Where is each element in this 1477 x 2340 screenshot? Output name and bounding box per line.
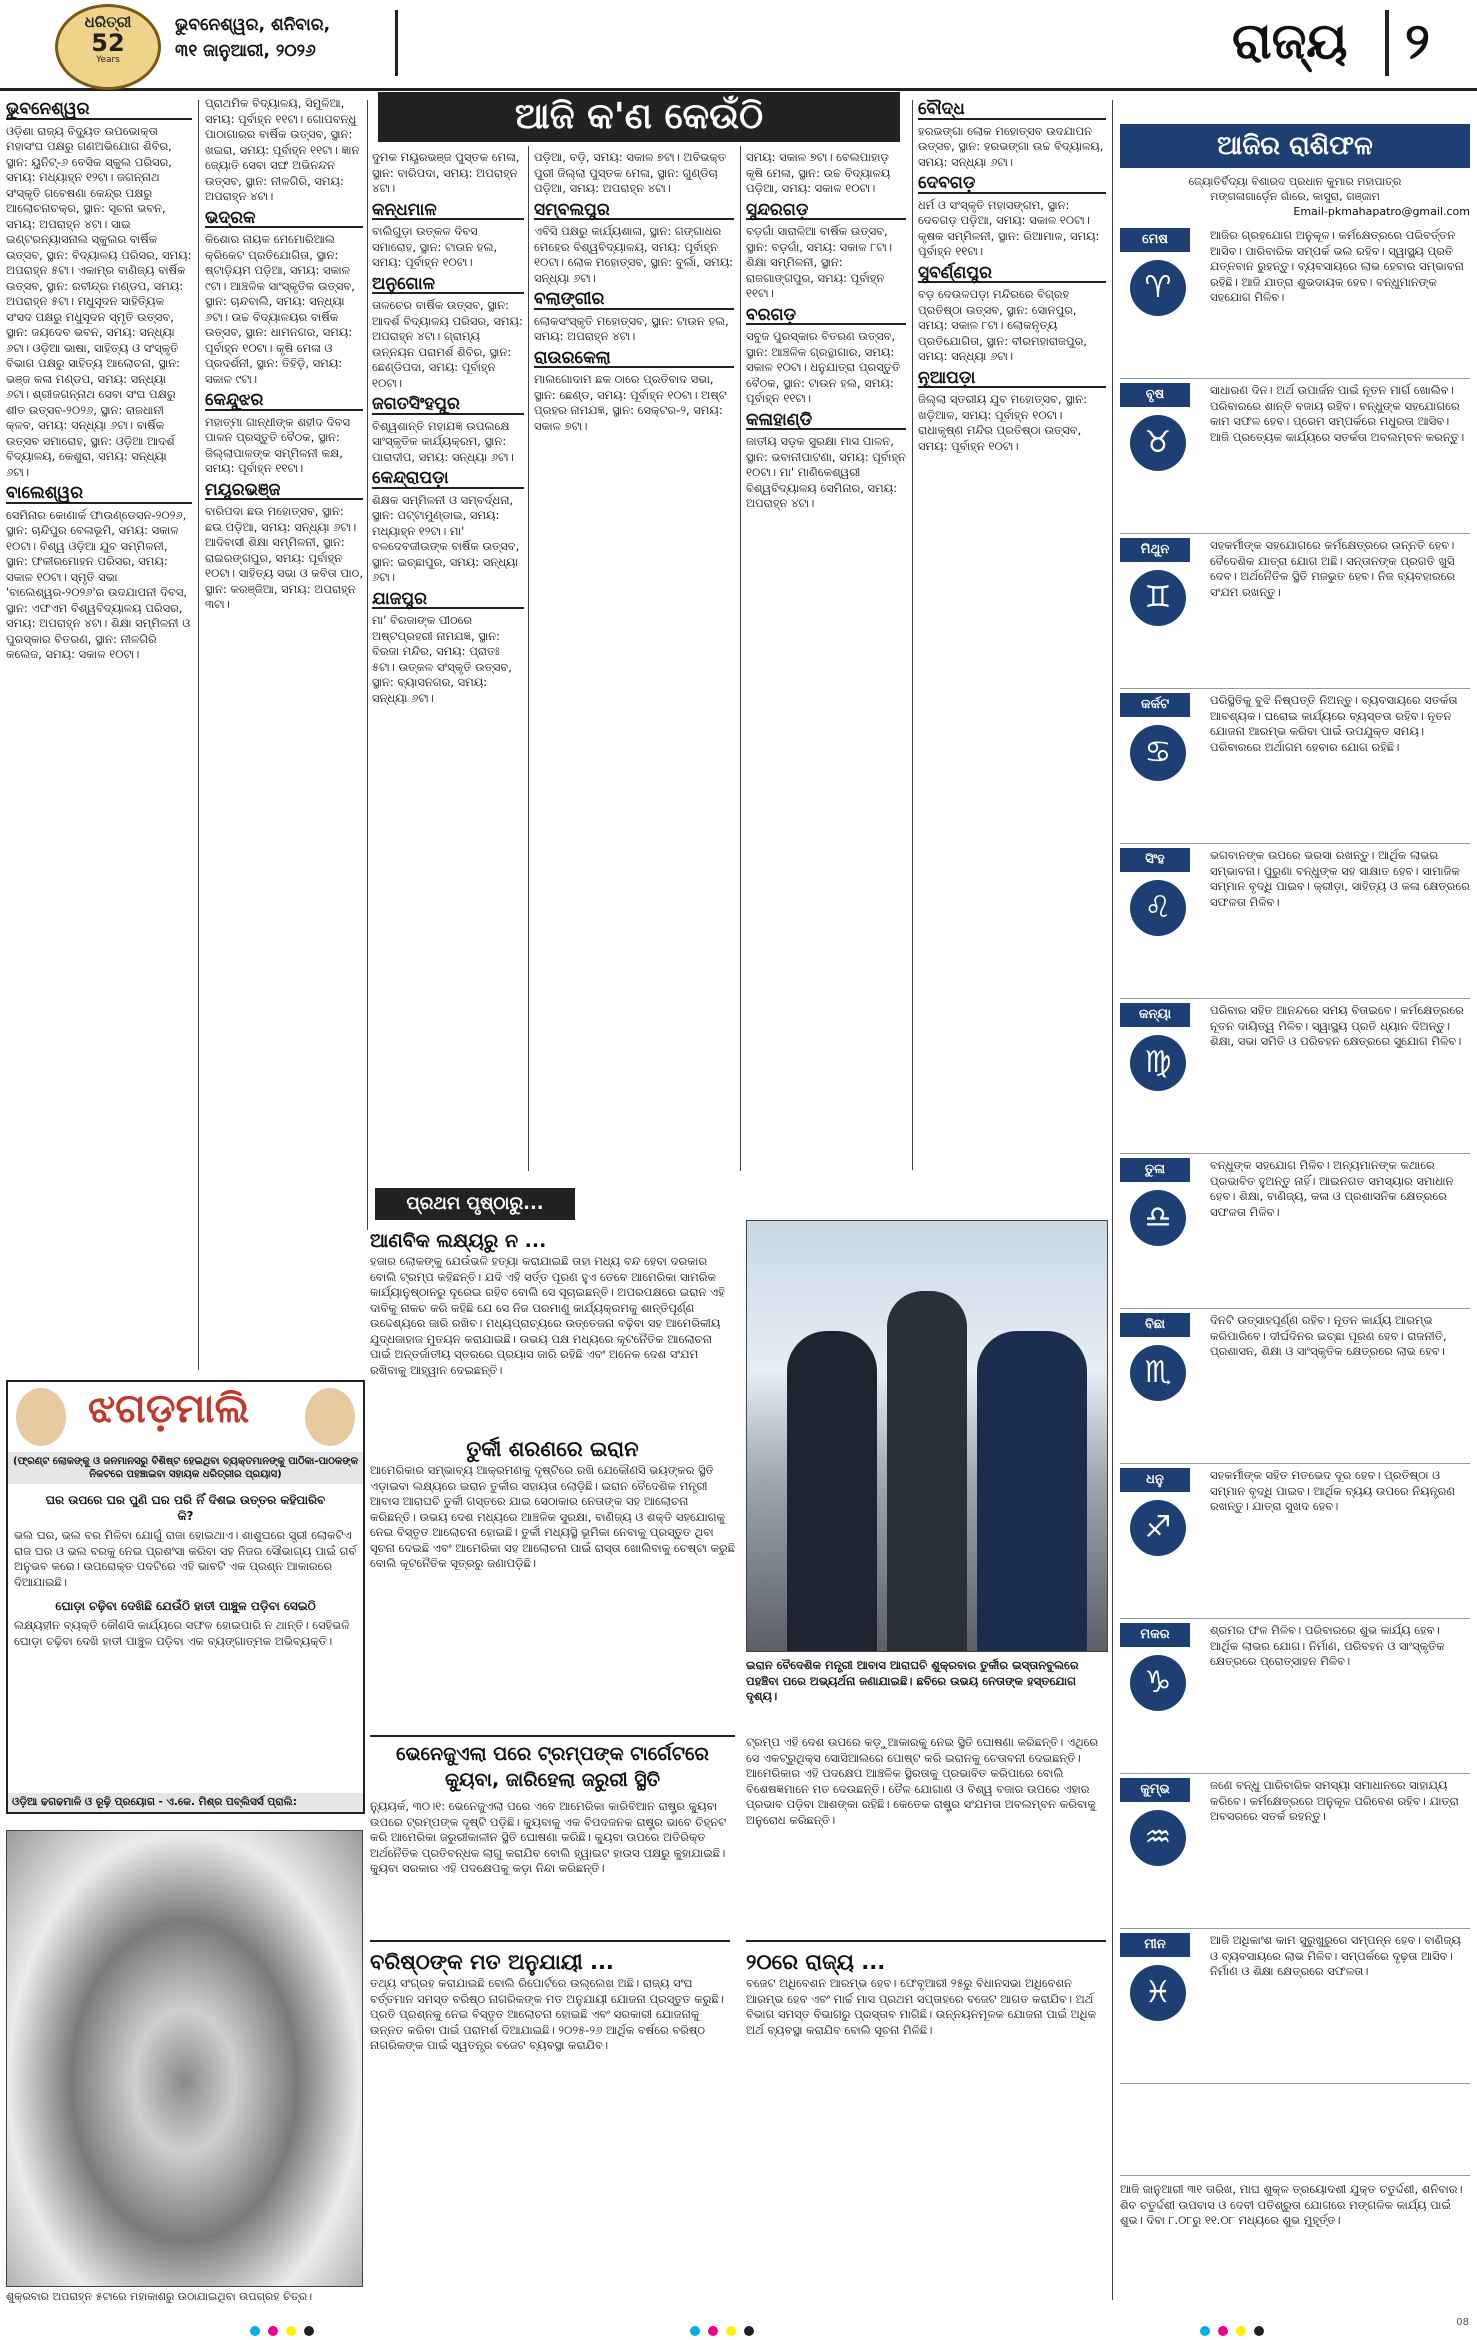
event-city: ରାଉରକେଲା [534,351,734,369]
event-city: ବୌଦ୍ଧ [918,102,1106,120]
proverb-title: ଝଗଡ଼ମାଲି [88,1386,250,1432]
proverb-box [6,1380,365,1814]
sign-block [1120,848,1470,999]
logo-text: ଧରିତ୍ରୀ [84,13,132,31]
event-city: ବଲାଙ୍ଗୀର [534,292,734,310]
event-city: ଦେବଗଡ଼ [918,176,1106,194]
event-text: ଲୋକସଂସ୍କୃତି ମହୋତ୍ସବ, ସ୍ଥାନ: ଟାଉନ ହଲ, ସମୟ: ଅପରାହ୍ନ ୪ଟା। [534,313,729,343]
col-rule-4 [740,146,741,1171]
sign-name: ମେଷ [1120,228,1190,252]
event-city: ନୂଆପଡ଼ା [918,371,1106,389]
events-col-4 [534,150,734,1170]
story-3-body: ନ୍ୟୁୟର୍କ, ୩୦।୧: ଭେନେଜୁଏଲା ପରେ ଏବେ ଆମେରିକା କାରିବିଆନ ରାଷ୍ଟ୍ର କ୍ୟୁବା ଉପରେ ଟ୍ରମ୍ପଙ୍କ ଦୃଷ୍ଟି ପଡ଼ିଛି। କ୍ୟୁବାକୁ ଏକ ବିପଦଜନକ ରାଷ୍ଟ୍ର ଭାବେ ଚିହ୍ନଟ କରି ଆମେରିକା ଜରୁରୀକାଳୀନ ସ୍ଥିତି ଘୋଷଣା କରିଛି। କ୍ୟୁବା ଉପରେ ଅତିରିକ୍ତ ଅର୍ଥନୈତିକ ପ୍ରତିବନ୍ଧକ ଲାଗୁ କରାଯିବ ବୋଲି ହ୍ୱାଇଟ ହାଉସ ପକ୍ଷରୁ କୁହାଯାଇଛି। କ୍ୟୁବା ସରକାର ଏହି ପଦକ୍ଷେପକୁ କଡ଼ା ନିନ୍ଦା କରିଛନ୍ତି। [370,1799,727,1875]
cartoon-left [16,1388,66,1446]
col-rule-2 [367,100,368,1230]
sign-block [1120,1313,1470,1464]
story-1 [370,1228,735,1424]
sign-block [1120,1158,1470,1309]
sign-name: ବୃଷ [1120,383,1190,407]
satellite-image [6,1830,363,2287]
sign-text: ଜଣେ ବନ୍ଧୁ ପାରିବାରିକ ସମସ୍ୟା ସମାଧାନରେ ସାହାଯ୍ୟ କରିବେ। କର୍ମକ୍ଷେତ୍ରରେ ଅନୁକୂଳ ପରିବେଶ ରହିବ। ଯାତ୍ରା ଅବସରରେ ସତର୍କ ରହନ୍ତୁ। [1210,1778,1459,1823]
event-city: ବାଲେଶ୍ୱର [6,486,192,504]
event-text: ଦୁମକ ମୟୂରଭଞ୍ଜ ପୁସ୍ତକ ମେଳା, ସ୍ଥାନ: ବାରିପଦା, ସମୟ: ଅପରାହ୍ନ ୪ଟା। [372,150,520,195]
event-text: ତାଳଚେର ବାର୍ଷିକ ଉତ୍ସବ, ସ୍ଥାନ: ଆଦର୍ଶ ବିଦ୍ୟାଳୟ ପରିସର, ସମୟ: ଅପରାହ୍ନ ୪ଟା। ଗ୍ରାମ୍ୟ ଉନ୍ନୟନ ପରାମର୍ଶ ଶିବିର, ସ୍ଥାନ: ଛେଣ୍ଡିପଦା, ସମୟ: ପୂର୍ବାହ୍ନ ୧୦ଟା। [372,298,523,390]
sign-block [1120,228,1470,379]
event-text: ପ୍ରାଥମିକ ବିଦ୍ୟାଳୟ, ସିମୁଳିଆ, ସମୟ: ପୂର୍ବାହ୍ନ ୧୧ଟା। ଗୋପବନ୍ଧୁ ପାଠାଗାରର ବାର୍ଷିକ ଉତ୍ସବ, ସ୍ଥାନ: ଖଇରା, ସମୟ: ପୂର୍ବାହ୍ନ ୧୧ଟା। ଜ୍ଞାନ ଜ୍ୟୋତି ସେବା ସଙ୍ଘ ଅଭିନନ୍ଦନ ଉତ୍ସବ, ସ୍ଥାନ: ନୀଳଗିରି, ସମୟ: ଅପରାହ୍ନ ୪ଟା। [205,96,360,203]
capricorn-icon: ♑ [1130,1655,1186,1711]
horoscope-banner [1120,124,1470,168]
events-col-5 [746,150,906,1170]
sign-text: ସହକର୍ମୀଙ୍କ ସହିତ ମତଭେଦ ଦୂର ହେବ। ପ୍ରତିଷ୍ଠା ଓ ସମ୍ମାନ ବୃଦ୍ଧି ପାଇବ। ଆର୍ଥିକ ବ୍ୟୟ ଉପରେ ନିୟନ୍ତ୍ରଣ ରଖନ୍ତୁ। ଯାତ୍ରା ସୁଖଦ ହେବ। [1210,1468,1455,1513]
event-city: ମୟୂରଭଞ୍ଜ [205,483,363,501]
events-col-6 [918,96,1106,1166]
horoscope-title: ଆଜିର ରାଶିଫଳ [1217,131,1373,161]
black-dot [304,2326,314,2336]
footer [0,2315,1477,2339]
event-text: ଧର୍ମ ଓ ସଂସ୍କୃତି ମହାସଙ୍ଗମ, ସ୍ଥାନ: ଦେବଗଡ଼ ପଡ଼ିଆ, ସମୟ: ସକାଳ ୧୦ଟା। କୃଷକ ସମ୍ମିଳନୀ, ସ୍ଥାନ: ରିଆମାଳ, ସମୟ: ପୂର୍ବାହ୍ନ ୧୧ଟା। [918,197,1100,258]
horoscope-author: ଜ୍ୟୋତିର୍ବିଦ୍ୟା ବିଶାରଦ ପ୍ରଧାନ କୁମାର ମହାପାତ୍ର [1188,175,1402,188]
sign-block [1120,538,1470,689]
news-photo [746,1220,1108,1652]
masthead [0,0,1477,91]
sign-name: ସିଂହ [1120,848,1190,872]
logo-sub: Years [96,55,120,65]
story-3 [370,1735,735,1894]
page-code: 08 [1456,2317,1469,2328]
event-text: ସମୟ: ସକାଳ ୭ଟା। ବେଲପାହାଡ଼ କୃଷି ମେଳା, ସ୍ଥାନ: ଉଚ୍ଚ ବିଦ୍ୟାଳୟ ପଡ଼ିଆ, ସମୟ: ସକାଳ ୧୦ଟା। [746,150,891,195]
event-text: ଜାତୀୟ ସଡ଼କ ସୁରକ୍ଷା ମାସ ପାଳନ, ସ୍ଥାନ: ଭବାନୀପାଟଣା, ସମୟ: ପୂର୍ବାହ୍ନ ୧୦ଟା। ମା' ମାଣିକେଶ୍ୱରୀ ବିଶ୍ୱବିଦ୍ୟାଳୟ ସେମିନାର, ସମୟ: ଅପରାହ୍ନ ୪ଟା। [746,434,906,510]
event-text: ମାଲଗୋଦାମ ଛକ ଠାରେ ପ୍ରତିବାଦ ସଭା, ସ୍ଥାନ: ଛେଣ୍ଡ, ସମୟ: ପୂର୍ବାହ୍ନ ୧୦ଟା। ଅଷ୍ଟ ପ୍ରହର ନାମଯଜ୍ଞ, ସ୍ଥାନ: ସେକ୍ଟର-୨, ସମୟ: ସକାଳ ୭ଟା। [534,372,727,433]
sign-text: ସାଧାରଣ ଦିନ। ଅର୍ଥ ଉପାର୍ଜନ ପାଇଁ ନୂତନ ମାର୍ଗ ଖୋଲିବ। ପରିବାରରେ ଶାନ୍ତି ବଜାୟ ରହିବ। ବନ୍ଧୁଙ୍କ ସହଯୋଗରେ କାମ ସଫଳ ହେବ। ପ୍ରେମ ସମ୍ପର୍କରେ ମଧୁରତା ଆସିବ। ଆଜି ପ୍ରତ୍ୟେକ କାର୍ଯ୍ୟରେ ସତର୍କତା ଅବଲମ୍ବନ କରନ୍ତୁ। [1210,383,1465,444]
scorpio-icon: ♏ [1130,1345,1186,1401]
proverb-subtitle: (ଫ୍ରଣ୍ଟ ଲୋକଙ୍କୁ ଓ ଜନମାନସରୁ ବିଶିଷ୍ଟ ହେଇଥିବା ବ୍ୟକ୍ତମାନଙ୍କୁ ପାଠିକା-ପାଠକଙ୍କ ନିକଟରେ ପହଞ୍ଚାଇବା ସହାୟକ ଧରିତ୍ରୀର ପ୍ରୟାସ) [8,1452,363,1484]
sign-text: ଦିନଟି ଉତ୍ସାହପୂର୍ଣ୍ଣ ରହିବ। ନୂତନ କାର୍ଯ୍ୟ ଆରମ୍ଭ କରିପାରିବେ। ଦୀର୍ଘଦିନର ଇଚ୍ଛା ପୂରଣ ହେବ। ରାଜନୀତି, ପ୍ରଶାସନ, ଶିକ୍ଷା ଓ ସାଂସ୍କୃତିକ କ୍ଷେତ୍ରରେ ଲାଭ ହେବ। [1210,1313,1447,1358]
event-city: କେନ୍ଦୁଝର [205,393,363,411]
story-1-body: ହଜାର ଲୋକଙ୍କୁ ଯେଉଁଭଳି ହତ୍ୟା କରାଯାଇଛି ତାହା ମଧ୍ୟ ବନ୍ଦ ହେବା ଦରକାର ବୋଲି ଟ୍ରମ୍ପ କହିଛନ୍ତି। ଯଦି ଏହି ସର୍ତ୍ତ ପୂରଣ ହୁଏ ତେବେ ଆମେରିକା ସାମରିକ କାର୍ଯ୍ୟାନୁଷ୍ଠାନରୁ ଦୂରେଇ ରହିବ ବୋଲି ସେ ସୂଚାଇଛନ୍ତି। ଅପରପକ୍ଷରେ ଇରାନ ଏହି ଦାବିକୁ ନାକଚ କରି କହିଛି ଯେ ସେ ନିଜ ପରମାଣୁ କାର୍ଯ୍ୟକ୍ରମକୁ ଶାନ୍ତିପୂର୍ଣ୍ଣ ଉଦ୍ଦେଶ୍ୟରେ ଜାରି ରଖିବ। ମଧ୍ୟପ୍ରାଚ୍ୟରେ ଉତ୍ତେଜନା ବଢ଼ିବା ସହ ଆମେରିକୀୟ ଯୁଦ୍ଧଜାହାଜ ମୁତୟନ କରାଯାଇଛି। ଉଭୟ ପକ୍ଷ ମଧ୍ୟରେ କୂଟନୈତିକ ଆଲୋଚନା ପାଇଁ ଅନ୍ତର୍ଜାତୀୟ ସ୍ତରରେ ପ୍ରୟାସ ଜାରି ରହିଛି ଏବଂ ଅନେକ ଦେଶ ସଂଯମ ରଖିବାକୁ ଆହ୍ୱାନ ଦେଇଛନ୍ତି। [370,1254,725,1377]
dateline-rule [395,10,398,76]
horoscope-byline [1120,174,1470,219]
sign-name: ମିଥୁନ [1120,538,1190,562]
virgo-icon: ♍ [1130,1035,1186,1091]
cyan-dot [1200,2326,1210,2336]
event-city: ବରଗଡ଼ [746,308,906,326]
event-city: ଭଦ୍ରକ [205,211,363,229]
registration-marks [250,2321,317,2340]
events-col-2 [205,96,363,1226]
yellow-dot [1236,2326,1246,2336]
event-city: କଳାହାଣ୍ଡି [746,413,906,431]
sign-text: ବନ୍ଧୁଙ୍କ ସହଯୋଗ ମିଳିବ। ଅନ୍ୟମାନଙ୍କ କଥାରେ ପ୍ରଭାବିତ ହୁଅନ୍ତୁ ନାହିଁ। ଆଇନଗତ ସମସ୍ୟାର ସମାଧାନ ହେବ। ଶିକ୍ଷା, ବାଣିଜ୍ୟ, କଳା ଓ ପ୍ରଶାସନିକ କ୍ଷେତ୍ରରେ ସଫଳତା ମିଳିବ। [1210,1158,1454,1219]
front-page-tag [375,1188,575,1220]
event-text: ସବୁଜ ପୁରସ୍କାର ବିତରଣ ଉତ୍ସବ, ସ୍ଥାନ: ଆଞ୍ଚଳିକ ଗ୍ରନ୍ଥାଗାର, ସମୟ: ସକାଳ ୧୦ଟା। ଧନୁଯାତ୍ରା ପ୍ରସ୍ତୁତି ବୈଠକ, ସ୍ଥାନ: ଟାଉନ ହଲ, ସମୟ: ପୂର୍ବାହ୍ନ ୧୧ଟା। [746,329,901,405]
front-page-tag-text: ପ୍ରଥମ ପୃଷ୍ଠାରୁ... [406,1193,544,1214]
col-rule-5 [912,100,913,1170]
event-text: ଜିଲ୍ଲା ସ୍ତରୀୟ ଯୁବ ମହୋତ୍ସବ, ସ୍ଥାନ: ଖଡ଼ିଆଳ, ସମୟ: ପୂର୍ବାହ୍ନ ୧୦ଟା। ରାଧାକୃଷ୍ଣ ମନ୍ଦିର ପ୍ରତିଷ୍ଠା ଉତ୍ସବ, ସମୟ: ପୂର୍ବାହ୍ନ ୧୦ଟା। [918,392,1087,453]
event-text: ଶିକ୍ଷକ ସମ୍ମିଳନୀ ଓ ସମ୍ବର୍ଦ୍ଧନା, ସ୍ଥାନ: ପଟ୍ଟାମୁଣ୍ଡାଇ, ସମୟ: ମଧ୍ୟାହ୍ନ ୧୨ଟା। ମା' ବଳଦେବଜୀଉଙ୍କ ବାର୍ଷିକ ଉତ୍ସବ, ସ୍ଥାନ: ଇଚ୍ଛାପୁର, ସମୟ: ସନ୍ଧ୍ୟା ୬ଟା। [372,492,520,584]
sign-block [1120,693,1470,844]
sign-text: ସହକର୍ମୀଙ୍କ ସହଯୋଗରେ କର୍ମକ୍ଷେତ୍ରରେ ଉନ୍ନତି ହେବ। ବୈଦେଶିକ ଯାତ୍ରା ଯୋଗ ଅଛି। ସନ୍ତାନଙ୍କ ପ୍ରଗତି ଖୁସି ଦେବ। ଅର୍ଥନୈତିକ ସ୍ଥିତି ମଜଭୁତ ହେବ। ନିଜ ବ୍ୟବହାରରେ ସଂଯମ ରଖନ୍ତୁ। [1210,538,1456,599]
aries-icon: ♈ [1130,260,1186,316]
proverb-body: ଭଲ ଘର, ଭଲ ବର ମିଳିବା ଯୋଗୁଁ ରାଜା ହୋଇଥାଏ। ଶାଶୁଘରେ ସ୍ତ୍ରୀ ଲୋକଟିଏ ରାଜ ଘର ଓ ଭଲ ବରକୁ ନେଇ ପ୍ରଶଂସା କରିବା ସହ ନିଜର ସୌଭାଗ୍ୟ ପାଇଁ ଗର୍ବ ଅନୁଭବ କରେ। ଉପରୋକ୍ତ ପଦଟିରେ ଏହି ଭାବଟି ଏକ ପ୍ରଶ୍ନ ଆକାରରେ ଦିଆଯାଇଛି। [14,1528,357,1589]
horoscope-address: ମଙ୍ଗଳାଗାର୍ଡ଼େନ ଗାଁରେ, କାସୁରା, ଗଞ୍ଜାମ [1210,190,1380,203]
proverb-question-2: ଘୋଡ଼ା ଚଢ଼ିବା ଦେଖିଛି ଯେଉଁଠି ହାତୀ ପାଞ୍ଚୁଳ ପଡ଼ିବା ସେଇଠି [55,1599,316,1613]
event-text: ବାଲିଗୁଡ଼ା ଉତ୍କଳ ଦିବସ ସମାରୋହ, ସ୍ଥାନ: ଟାଉନ ହଲ, ସମୟ: ପୂର୍ବାହ୍ନ ୧୦ଟା। [372,224,498,269]
story-5 [746,1940,1106,2266]
gemini-icon: ♊ [1130,570,1186,626]
event-city: କେନ୍ଦ୍ରାପଡ଼ା [372,471,524,489]
events-col-1 [6,96,192,1376]
story-4 [370,1940,730,2266]
col-rule-1 [198,100,199,1370]
event-city: ଭୁବନେଶ୍ୱର [6,102,192,120]
sign-block [1120,1778,1470,1929]
sign-text: ଆଜି ଅଧିକାଂଶ କାମ ସୁରୁଖୁରୁରେ ସମ୍ପନ୍ନ ହେବ। ବାଣିଜ୍ୟ ଓ ବ୍ୟବସାୟରେ ଲାଭ ମିଳିବ। ସମ୍ପର୍କରେ ଦୃଢ଼ତା ଆସିବ। ନିର୍ମାଣ ଓ ଶିକ୍ଷା କ୍ଷେତ୍ରରେ ସଫଳତା। [1210,1933,1461,1978]
events-banner [378,92,900,142]
sign-block [1120,1623,1470,1774]
horoscope-list [1120,228,1470,2098]
sagittarius-icon: ♐ [1130,1500,1186,1556]
sign-name: ବିଛା [1120,1313,1190,1337]
sign-name: ମୀନ [1120,1933,1190,1957]
section-title: ରାଜ୍ୟ [1232,12,1348,70]
photo-caption: ଇରାନ ବୈଦେଶିକ ମନ୍ତ୍ରୀ ଆବାସ ଆରାଘଚି ଶୁକ୍ରବାର ତୁର୍କୀର ଇସ୍ତାନବୁଲରେ ପହଞ୍ଚିବା ପରେ ଅଭ୍ୟର୍ଥନା ଜଣାଯାଇଛି। ଛବିରେ ଉଭୟ ନେତାଙ୍କ ହସ୍ତଯୋଗ ଦୃଶ୍ୟ। [746,1658,1079,1703]
sign-text: ପରିସ୍ଥିତିକୁ ବୁଝି ନିଷ୍ପତ୍ତି ନିଅନ୍ତୁ। ବ୍ୟବସାୟରେ ସତର୍କତା ଆବଶ୍ୟକ। ଘରୋଇ କାର୍ଯ୍ୟରେ ବ୍ୟସ୍ତତା ରହିବ। ନୂତନ ଯୋଜନା ଆରମ୍ଭ କରିବା ପାଇଁ ଉପଯୁକ୍ତ ସମୟ। ପରିବାରରେ ଅର୍ଥାଗମ ହେବାର ଯୋଗ ରହିଛି। [1210,693,1458,754]
story-4-body: ତଥ୍ୟ ସଂଗ୍ରହ କରାଯାଇଛି ବୋଲି ରିପୋର୍ଟରେ ଉଲ୍ଲେଖ ଅଛି। ରାଜ୍ୟ ସଂଘ ବର୍ତ୍ତମାନ ସମସ୍ତ ବରିଷ୍ଠ ନାଗରିକଙ୍କ ମତ ଅନୁଯାୟୀ ଯୋଜନା ପ୍ରସ୍ତୁତ କରୁଛି। ପ୍ରତି ପ୍ରଶ୍ନକୁ ନେଇ ବିସ୍ତୃତ ଆଲୋଚନା ହୋଇଛି ଏବଂ ସରକାରୀ ଯୋଜନାକୁ ଉନ୍ନତ କରିବା ପାଇଁ ପରାମର୍ଶ ଦିଆଯାଇଛି। ୨୦୨୫-୨୬ ଆର୍ଥିକ ବର୍ଷରେ ବରିଷ୍ଠ ନାଗରିକଙ୍କ ପାଇଁ ସ୍ୱତନ୍ତ୍ର ବଜେଟ ବ୍ୟବସ୍ଥା କରାଯିବ। [370,1976,724,2052]
cyan-dot [690,2326,700,2336]
proverb-title-row [8,1382,363,1452]
event-city: ଯାଜପୁର [372,592,524,610]
sign-block [1120,1003,1470,1154]
event-text: କିଶୋର ନାୟକ ମେମୋରିଆଲ କ୍ରିକେଟ ପ୍ରତିଯୋଗିତା, ସ୍ଥାନ: ଷ୍ଟାଡ଼ିୟମ ପଡ଼ିଆ, ସମୟ: ସକାଳ ୯ଟା। ଆଞ୍ଚଳିକ ସାଂସ୍କୃତିକ ଉତ୍ସବ, ସ୍ଥାନ: ଚାନ୍ଦବାଲି, ସମୟ: ସନ୍ଧ୍ୟା ୬ଟା। ଉଚ୍ଚ ବିଦ୍ୟାଳୟର ବାର୍ଷିକ ଉତ୍ସବ, ସ୍ଥାନ: ଧାମନଗର, ସମୟ: ପୂର୍ବାହ୍ନ ୧୦ଟା। କୃଷି ମେଳା ଓ ପ୍ରଦର୍ଶନୀ, ସ୍ଥାନ: ତିହିଡ଼ି, ସମୟ: ସକାଳ ୯ଟା। [205,232,355,386]
satellite-caption: ଶୁକ୍ରବାର ଅପରାହ୍ନ ୫ଟାରେ ମହାକାଶରୁ ଉଠାଯାଇଥିବା ଉପଗ୍ରହ ଚିତ୍ର। [6,2290,313,2303]
person-left [787,1331,877,1651]
sign-text: ଶ୍ରମର ଫଳ ମିଳିବ। ପରିବାରରେ ଶୁଭ କାର୍ଯ୍ୟ ହେବ। ଆର୍ଥିକ ଲାଭର ଯୋଗ। ନିର୍ମାଣ, ପରିବହନ ଓ ସାଂସ୍କୃତିକ କ୍ଷେତ୍ରରେ ପ୍ରୋତ୍ସାହନ ମିଳିବ। [1210,1623,1445,1668]
horoscope-email: Email-pkmahapatro@gmail.com [1293,205,1470,218]
proverb-question: ଘର ଉପରେ ଘର ପୁଣି ଘର ପରି ନିଁ ଦିଶଇ ଉତ୍ତର କହିପାରିବ କି? [45,1493,326,1523]
event-text: ବଡ଼ ଦେଉଳପଡ଼ା ମନ୍ଦିରରେ ବିଗ୍ରହ ପ୍ରତିଷ୍ଠା ଉତ୍ସବ, ସ୍ଥାନ: ସୋନପୁର, ସମୟ: ସକାଳ ୮ଟା। ଲୋକନୃତ୍ୟ ପ୍ରତିଯୋଗିତା, ସ୍ଥାନ: ବୀରମହାରାଜପୁର, ସମୟ: ସନ୍ଧ୍ୟା ୬ଟା। [918,287,1087,363]
event-city: ସୁବର୍ଣ୍ଣପୁର [918,266,1106,284]
magenta-dot [708,2326,718,2336]
dateline-day: ଭୁବନେଶ୍ୱର, ଶନିବାର, [175,15,331,35]
magenta-dot [1218,2326,1228,2336]
story-2-title: ତୁର୍କୀ ଶରଣରେ ଇରାନ [466,1437,639,1461]
story-2-body: ଆମେରିକାର ସମ୍ଭାବ୍ୟ ଆକ୍ରମଣକୁ ଦୃଷ୍ଟିରେ ରଖି ଯେକୌଣସି ଭୟଙ୍କର ସ୍ଥିତି ଏଡ଼ାଇବା ଲକ୍ଷ୍ୟରେ ଇରାନ ତୁର୍କୀର ସହାୟତା ଲୋଡ଼ିଛି। ଇରାନ ବୈଦେଶିକ ମନ୍ତ୍ରୀ ଆବାସ ଆରାଘଚି ତୁର୍କୀ ଗସ୍ତରେ ଯାଇ ସେଠାକାର ନେତାଙ୍କ ସହ ଆଲୋଚନା କରିଛନ୍ତି। ଉଭୟ ଦେଶ ମଧ୍ୟରେ ଆଞ୍ଚଳିକ ସୁରକ୍ଷା, ବାଣିଜ୍ୟ ଓ ଶକ୍ତି ସହଯୋଗକୁ ନେଇ ବିସ୍ତୃତ ଆଲୋଚନା ହୋଇଛି। ତୁର୍କୀ ମଧ୍ୟସ୍ଥି ଭୂମିକା ନେବାକୁ ପ୍ରସ୍ତୁତ ଥିବା ସୂଚନା ଦେଇଛି ଏବଂ ଆମେରିକା ସହ ଆଲୋଚନା ପାଇଁ ରାସ୍ତା ଖୋଲିବାକୁ ଚେଷ୍ଟା କରୁଛି ବୋଲି କୂଟନୈତିକ ସୂତ୍ରରୁ ଜଣାପଡ଼ିଛି। [370,1463,735,1570]
panchang: ଆଜି ଜାନୁଆରୀ ୩୧ ତାରିଖ, ମାଘ ଶୁକ୍ଳ ତ୍ରୟୋଦଶୀ ଯୁକ୍ତ ଚତୁର୍ଦ୍ଦଶୀ, ଶନିବାର। ଶିବ ଚତୁର୍ଦ୍ଦଶୀ ଉପବାସ ଓ ଦେବୀ ପତିଶ୍ରୁତା ଯୋଗରେ ମଙ୍ଗଳିକ କାର୍ଯ୍ୟ ପାଇଁ ଶୁଭ। ଦିବା ୮.୦୮ରୁ ୧୧.୦୮ ମଧ୍ୟରେ ଶୁଭ ମୁହୂର୍ତ୍ତ। [1120,2175,1470,2312]
sign-text: ଭଗବାନଙ୍କ ଉପରେ ଭରସା ରଖନ୍ତୁ। ଆର୍ଥିକ ଲାଭର ସମ୍ଭାବନା। ପୁରୁଣା ବନ୍ଧୁଙ୍କ ସହ ସାକ୍ଷାତ ହେବ। ସାମାଜିକ ସମ୍ମାନ ବୃଦ୍ଧି ପାଇବ। କ୍ରୀଡ଼ା, ସାହିତ୍ୟ ଓ କଳା କ୍ଷେତ୍ରରେ ସଫଳତା ମିଳିବ। [1210,848,1470,909]
story-5-title: ୨୦ରେ ରାଜ୍ୟ ... [746,1940,1106,1976]
event-city: କନ୍ଧମାଳ [372,203,524,221]
event-text: ସେମିନାର କୋଣାର୍କ ଫାଉଣ୍ଡେସନ-୨୦୨୬, ସ୍ଥାନ: ଚାନ୍ଦିପୁର ବେଳାଭୂମି, ସମୟ: ସକାଳ ୧୦ଟା। ବିଶ୍ୱ ଓଡ଼ିଆ ଯୁବ ସମ୍ମିଳନୀ, ସ୍ଥାନ: ଫକୀରମୋହନ ପରିସର, ସମୟ: ସକାଳ ୧୦ଟା। ସ୍ମୃତି ସଭା 'ବାଲେଶ୍ୱର-୨୦୨୬'ର ଉଦଯାପନୀ ଦିବସ, ସ୍ଥାନ: ଏଫଏମ ବିଶ୍ୱବିଦ୍ୟାଳୟ ପରିସର, ସମୟ: ଅପରାହ୍ନ ୪ଟା। ଶିକ୍ଷା ସମ୍ମିଳନୀ ଓ ପୁରସ୍କାର ବିତରଣ, ସ୍ଥାନ: ନୀଳଗିରି କଲେଜ, ସମୟ: ସକାଳ ୧୦ଟା। [6,507,191,661]
dateline-date: ୩୧ ଜାନୁଆରୀ, ୨୦୨୬ [175,41,316,61]
yellow-dot [286,2326,296,2336]
dateline [175,12,395,64]
sign-name: କୁମ୍ଭ [1120,1778,1190,1802]
logo [55,4,161,90]
registration-marks-3 [1200,2321,1267,2340]
registration-marks-2 [690,2321,757,2340]
event-text: ଓଡ଼ିଶା ରାଜ୍ୟ ବିଦ୍ୟୁତ ଉପଭୋକ୍ତା ମହାସଂଘ ପକ୍ଷରୁ ଗଣଅଭିଯୋଗ ଶିବିର, ସ୍ଥାନ: ୟୁନିଟ୍-୬ ବେସିକ ସ୍କୁଲ ପରିସର, ସମୟ: ମଧ୍ୟାହ୍ନ ୧୨ଟା। ଜଗନ୍ନାଥ ସଂସ୍କୃତି ଗବେଷଣା କେନ୍ଦ୍ର ପକ୍ଷରୁ ଆଲୋଚନାଚକ୍ର, ସ୍ଥାନ: ସୂଚନା ଭବନ, ସମୟ: ଅପରାହ୍ନ ୪ଟା। ସାଇ ଇଣ୍ଟରନ୍ୟାସନାଲ ସ୍କୁଲର ବାର୍ଷିକ ଉତ୍ସବ, ସ୍ଥାନ: ବିଦ୍ୟାଳୟ ପରିସର, ସମୟ: ଅପରାହ୍ନ ୫ଟା। ଏକାମ୍ର ବାଣିଜ୍ୟ ବାର୍ଷିକ ଉତ୍ସବ, ସ୍ଥାନ: ରବୀନ୍ଦ୍ର ମଣ୍ଡପ, ସମୟ: ଅପରାହ୍ନ ୫ଟା। ମଧୁସୂଦନ ସାହିତ୍ୟିକ ସଂସଦ ପକ୍ଷରୁ ମଧୁସୂଦନ ସ୍ମୃତି ଉତ୍ସବ, ସ୍ଥାନ: ଜୟଦେବ ଭବନ, ସମୟ: ସନ୍ଧ୍ୟା ୬ଟା। ଓଡ଼ିଆ ଭାଷା, ସାହିତ୍ୟ ଓ ସଂସ୍କୃତି ବିଭାଗ ପକ୍ଷରୁ ସାହିତ୍ୟ ଆଲୋଚନା, ସ୍ଥାନ: ଭଞ୍ଜ କଳା ମଣ୍ଡପ, ସମୟ: ସନ୍ଧ୍ୟା ୬ଟା। ଶ୍ରୀଜଗନ୍ନାଥ ସେବା ସଂଘ ପକ୍ଷରୁ ଶୀତ ଉତ୍ସବ-୨୦୨୬, ସ୍ଥାନ: ରାଜଧାନୀ କ୍ଳବ, ସମୟ: ସନ୍ଧ୍ୟା ୬ଟା। ବାର୍ଷିକ ଉତ୍ସବ ସମାରୋହ, ସ୍ଥାନ: ଓଡ଼ିଆ ଆଦର୍ଶ ବିଦ୍ୟାଳୟ, କେଶୁରା, ସମୟ: ସନ୍ଧ୍ୟା ୬ଟା। [6,123,192,479]
story-2 [370,1435,735,1708]
sign-block [1120,383,1470,534]
cancer-icon: ♋ [1130,725,1186,781]
proverb-credit: ଓଡ଼ିଆ ଢଗଢମାଳି ଓ ରୂଢ଼ି ପ୍ରୟୋଗ - ଏ.କେ. ମିଶ୍ର ପବ୍ଲିସର୍ସ ପ୍ରାଲି: [8,1793,363,1812]
proverb-body-2: ଲକ୍ଷ୍ୟହୀନ ବ୍ୟକ୍ତି କୌଣସି କାର୍ଯ୍ୟରେ ସଫଳ ହୋଇପାରି ନ ଥାନ୍ତି। ସେହିଭଳି ଘୋଡ଼ା ଚଢ଼ିବା ଦେଖି ହାତୀ ପାଞ୍ଚୁଳ ପଡ଼ିବା ଏକ ବ୍ୟଙ୍ଗାତ୍ମକ ଅଭିବ୍ୟକ୍ତି। [14,1618,350,1648]
black-dot [744,2326,754,2336]
aquarius-icon: ♒ [1130,1810,1186,1866]
sign-name: ମକର [1120,1623,1190,1647]
libra-icon: ♎ [1130,1190,1186,1246]
col-rule-6 [1112,100,1113,2300]
cyan-dot [250,2326,260,2336]
page-number: ୨ [1405,12,1430,70]
event-text: ମହାତ୍ମା ଗାନ୍ଧୀଙ୍କ ଶହୀଦ ଦିବସ ପାଳନ ପ୍ରସ୍ତୁତି ବୈଠକ, ସ୍ଥାନ: ଜିଲ୍ଲାପାଳଙ୍କ ସମ୍ମିଳନୀ କକ୍ଷ, ସମୟ: ପୂର୍ବାହ୍ନ ୧୧ଟା। [205,414,350,475]
person-center [887,1291,967,1651]
event-text: ପଡ଼ିଆ, ବଡ଼ି, ସମୟ: ସକାଳ ୭ଟା। ଅବିଭକ୍ତ ପୁରୀ ଜିଲ୍ଲା ପୁସ୍ତକ ମେଳା, ସ୍ଥାନ: ଗୁଣ୍ଡିଚା ପଡ଼ିଆ, ସମୟ: ଅପରାହ୍ନ ୪ଟା। [534,150,727,195]
sign-name: ଧନୁ [1120,1468,1190,1492]
events-banner-text: ଆଜି କ'ଣ କେଉଁଠି [514,96,764,137]
sign-text: ଆଜିର ଗ୍ରହଯୋଗ ଅନୁକୂଳ। କର୍ମକ୍ଷେତ୍ରରେ ପରିବର୍ତ୍ତନ ଆସିବ। ପାରିବାରିକ ସମ୍ପର୍କ ଭଲ ରହିବ। ସ୍ୱାସ୍ଥ୍ୟ ପ୍ରତି ଯତ୍ନବାନ ରୁହନ୍ତୁ। ବ୍ୟବସାୟରେ ଲାଭ ହେବାର ସମ୍ଭାବନା ରହିଛି। ଆଜି ଯାତ୍ରା ଶୁଭଦାୟକ ହେବ। ବନ୍ଧୁମାନଙ୍କ ସହଯୋଗ ମିଳିବ। [1210,228,1464,304]
sign-block [1120,1933,1470,2084]
event-city: ଅନୁଗୋଳ [372,277,524,295]
pisces-icon: ♓ [1130,1965,1186,2021]
col-rule-3 [528,146,529,1171]
event-text: ବାରିପଦା ଛଉ ମହୋତ୍ସବ, ସ୍ଥାନ: ଛଉ ପଡ଼ିଆ, ସମୟ: ସନ୍ଧ୍ୟା ୬ଟା। ଆଦିବାସୀ ଶିକ୍ଷା ସମ୍ମିଳନୀ, ସ୍ଥାନ: ରାଇରଙ୍ଗପୁର, ସମୟ: ପୂର୍ବାହ୍ନ ୧୦ଟା। ସାହିତ୍ୟ ସଭା ଓ କବିତା ପାଠ, ସ୍ଥାନ: କରଞ୍ଜିଆ, ସମୟ: ଅପରାହ୍ନ ୩ଟା। [205,504,363,611]
sign-name: ତୁଳା [1120,1158,1190,1182]
taurus-icon: ♉ [1130,415,1186,471]
story-1-continued: ଟ୍ରମ୍ପ ଏହି ଦେଶ ଉପରେ କଡ଼ୁଆକାରକୁ ନେଇ ସ୍ଥିତି ଘୋଷଣା କରିଛନ୍ତି। ଏଥିରେ ସେ ଏକଟ୍ରୁଥିକ୍ସ ସୋସିଆଲରେ ପୋଷ୍ଟ କରି ଇରାନକୁ ଚେତାବନୀ ଦେଇଛନ୍ତି। ଆମେରିକାର ଏହି ପଦକ୍ଷେପ ଆଞ୍ଚଳିକ ସ୍ଥିରତାକୁ ପ୍ରଭାବିତ କରିପାରେ ବୋଲି ବିଶେଷଜ୍ଞମାନେ ମତ ଦେଉଛନ୍ତି। ତୈଳ ଯୋଗାଣ ଓ ବିଶ୍ୱ ବଜାର ଉପରେ ଏହାର ପ୍ରଭାବ ପଡ଼ିବା ଆଶଙ୍କା ରହିଛି। କେତେକ ରାଷ୍ଟ୍ର ସଂଯମତା ଅବଲମ୍ବନ କରିବାକୁ ଅନୁରୋଧ କରିଛନ୍ତି। [746,1735,1099,1827]
event-text: ବିଶ୍ୱଶାନ୍ତି ମହାଯଜ୍ଞ ଉପଲକ୍ଷେ ସାଂସ୍କୃତିକ କାର୍ଯ୍ୟକ୍ରମ, ସ୍ଥାନ: ପାରାଦୀପ, ସମୟ: ସନ୍ଧ୍ୟା ୬ଟା। [372,418,514,464]
sign-name: କନ୍ୟା [1120,1003,1190,1027]
event-text: ହରଭଙ୍ଗା ଲୋକ ମହୋତ୍ସବ ଉଦଯାପନ ଉତ୍ସବ, ସ୍ଥାନ: ହରଭଙ୍ଗା ଉଚ୍ଚ ବିଦ୍ୟାଳୟ, ସମୟ: ସନ୍ଧ୍ୟା ୬ଟା। [918,123,1104,169]
story-5-body: ବଜେଟ ଅଧିବେଶନ ଆରମ୍ଭ ହେବ। ଫେବୃଆରୀ ୨୫ରୁ ବିଧାନସଭା ଅଧିବେଶନ ଆରମ୍ଭ ହେବ ଏବଂ ମାର୍ଚ୍ଚ ମାସ ପ୍ରଥମ ସପ୍ତାହରେ ବଜେଟ ଆଗତ କରାଯିବ। ଅର୍ଥ ବିଭାଗ ସମସ୍ତ ବିଭାଗରୁ ପ୍ରସ୍ତାବ ମାଗିଛି। ଉନ୍ନୟନମୂଳକ ଯୋଜନା ପାଇଁ ଅଧିକ ଅର୍ଥ ବ୍ୟବସ୍ଥା କରାଯିବ ବୋଲି ସୂଚନା ମିଳିଛି। [746,1976,1097,2037]
black-dot [1254,2326,1264,2336]
leo-icon: ♌ [1130,880,1186,936]
event-text: ଏବିସି ପକ୍ଷରୁ କାର୍ଯ୍ୟଶାଳା, ସ୍ଥାନ: ଗଙ୍ଗାଧର ମେହେର ବିଶ୍ୱବିଦ୍ୟାଳୟ, ସମୟ: ପୂର୍ବାହ୍ନ ୧୦ଟା। ଲୋକ ମହୋତ୍ସବ, ସ୍ଥାନ: ବୁର୍ଲା, ସମୟ: ସନ୍ଧ୍ୟା ୬ଟା। [534,224,734,285]
sign-text: ପରିବାର ସହିତ ଆନନ୍ଦରେ ସମୟ ବିତାଇବେ। କର୍ମକ୍ଷେତ୍ରରେ ନୂତନ ଦାୟିତ୍ୱ ମିଳିବ। ସ୍ୱାସ୍ଥ୍ୟ ପ୍ରତି ଧ୍ୟାନ ଦିଅନ୍ତୁ। ଶିକ୍ଷା, ସଭା ସମିତି ଓ ପରିବହନ କ୍ଷେତ୍ରରେ ସୁଯୋଗ ମିଳିବ। [1210,1003,1464,1048]
event-city: ଜଗତସିଂହପୁର [372,397,524,415]
events-col-3 [372,150,524,1170]
event-city: ସୁନ୍ଦରଗଡ଼ [746,203,906,221]
magenta-dot [268,2326,278,2336]
person-right [977,1331,1087,1651]
cartoon-right [305,1388,355,1446]
sign-name: କର୍କଟ [1120,693,1190,717]
event-text: ବଡ଼ଗାଁ ସାରାଳିଆ ବାର୍ଷିକ ଉତ୍ସବ, ସ୍ଥାନ: ବଡ଼ଗାଁ, ସମୟ: ସକାଳ ୮ଟା। ଶିକ୍ଷା ସମ୍ମିଳନୀ, ସ୍ଥାନ: ରାଜଗାଙ୍ଗପୁର, ସମୟ: ପୂର୍ବାହ୍ନ ୧୧ଟା। [746,224,892,300]
yellow-dot [726,2326,736,2336]
event-city: ସମ୍ବଲପୁର [534,203,734,221]
event-text: ମା' ବିରଜାଙ୍କ ପୀଠରେ ଅଷ୍ଟପ୍ରହରୀ ନାମଯଜ୍ଞ, ସ୍ଥାନ: ବିରଜା ମନ୍ଦିର, ସମୟ: ପ୍ରାତଃ ୫ଟା। ଉତ୍କଳ ସଂସ୍କୃତି ଉତ୍ସବ, ସ୍ଥାନ: ବ୍ୟାସନଗର, ସମୟ: ସନ୍ଧ୍ୟା ୬ଟା। [372,613,512,705]
story-4-title: ବରିଷ୍ଠଙ୍କ ମତ ଅନୁଯାୟୀ ... [370,1940,730,1976]
logo-years: 52 [91,29,125,57]
section-rule [1385,10,1389,76]
story-1-title: ଆଣବିକ ଲକ୍ଷ୍ୟରୁ ନ ... [370,1230,547,1252]
sign-block [1120,1468,1470,1619]
story-3-title: ଭେନେଜୁଏଲା ପରେ ଟ୍ରମ୍ପଙ୍କ ଟାର୍ଗେଟରେ କ୍ୟୁବା, ଜାରିହେଲା ଜରୁରୀ ସ୍ଥିତି [370,1735,735,1793]
